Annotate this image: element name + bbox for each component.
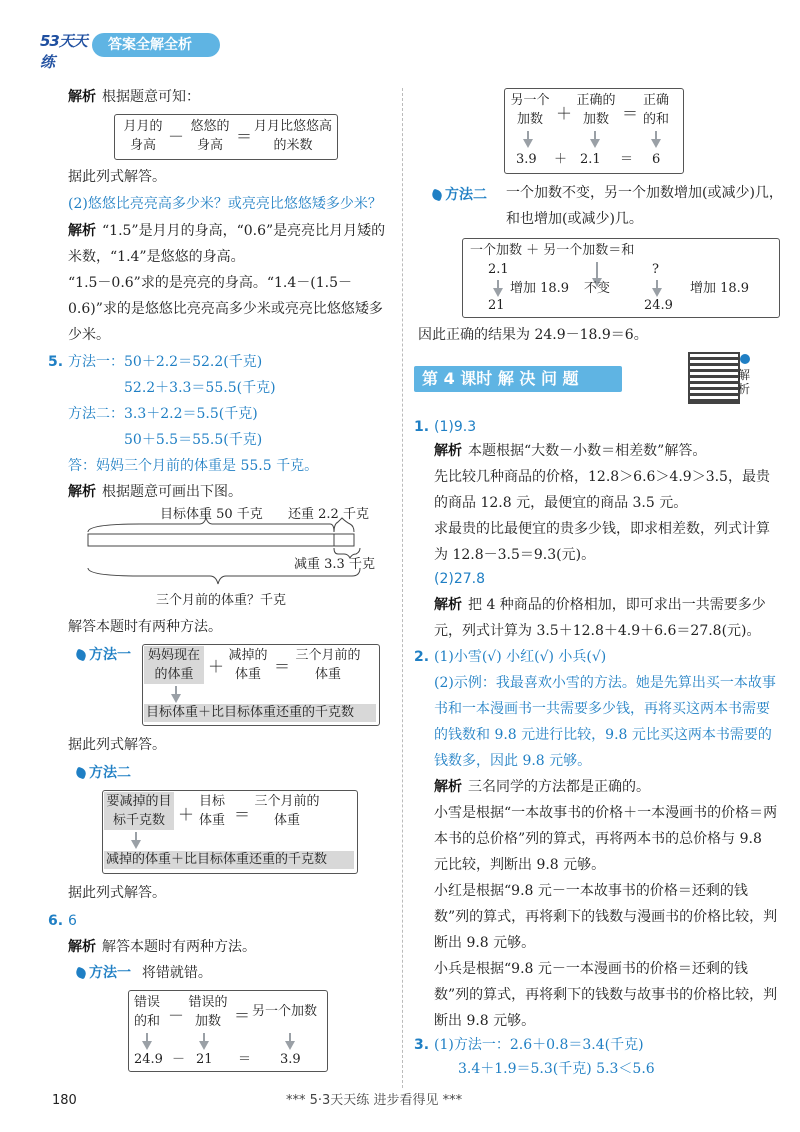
method-1-label: 方法一 [76, 644, 131, 664]
lesson-title: 第 4 课时 解 决 问 题 [422, 369, 579, 388]
pencil-icon [75, 967, 88, 980]
left-p1: 解析 根据题意可知： [68, 89, 200, 105]
q5-line1: 方法一：50＋2.2＝52.2(千克) [68, 354, 263, 370]
m2-op1: ＋ [178, 805, 195, 824]
right-m2-text: 一个加数不变，另一个加数增加(或减少)几，和也增加(或减少)几。 [506, 185, 783, 227]
qr-code-icon[interactable] [688, 352, 740, 404]
rtb-op1: ＋ [556, 104, 573, 123]
m1-op1: ＋ [208, 657, 225, 676]
pencil-icon [75, 767, 88, 780]
r-q3-line1: (1)方法一：2.6＋0.8＝3.4(千克) [434, 1037, 644, 1053]
r-q2-answer-1: (1)小雪(√) 小红(√) 小兵(√) [434, 649, 607, 665]
right-method-2-label: 方法二 [432, 184, 487, 204]
r-q1-answer-1: (1)9.3 [434, 419, 477, 435]
r-q1-exp1c: 求最贵的比最便宜的贵多少钱，即求相差数，列式计算为 12.8－3.5＝9.3(元)。 [434, 521, 770, 563]
left-p3: 解析 “1.5”是月月的身高，“0.6”是亮亮比月月矮的米数，“1.4”是悠悠的身高。 [68, 223, 386, 265]
m1-arrow-line [175, 686, 177, 694]
q6-answer: 6 [68, 913, 77, 929]
r-q2-exp3: 小红是根据“9.8 元－一本故事书的价格＝还剩的钱数”列的算式，再将剩下的钱数与漫画书的价格比较，判断出 9.8 元够。 [434, 883, 778, 951]
left-p8: 据此列式解答。 [68, 885, 166, 901]
rtb-arrow-line-2 [594, 131, 596, 139]
page-number: 180 [52, 1093, 77, 1108]
m2-c: 三个月前的体重 [254, 794, 320, 828]
left-p7: 据此列式解答。 [68, 737, 166, 753]
rtb-arrow-line-3 [655, 131, 657, 139]
rtb-v4: ＝ [620, 152, 634, 167]
rm2-c1-bottom: 21 [488, 298, 505, 313]
rtb-v5: 6 [652, 152, 661, 167]
m3-v1: 24.9 [134, 1052, 163, 1067]
rtb-b: 正确的加数 [576, 93, 616, 127]
m3-down-arrow-icon-2 [199, 1041, 209, 1050]
rtb-v3: 2.1 [580, 152, 601, 167]
m1-b: 减掉的体重 [228, 648, 268, 682]
m1-down-arrow-icon [171, 694, 181, 703]
rm2-c3-label: 增加 18.9 [690, 281, 750, 296]
m2-b: 目标体重 [198, 794, 225, 828]
m1-bottom: 目标体重＋比目标体重还重的千克数 [146, 705, 355, 720]
qr-play-icon [740, 354, 750, 364]
rm2-header: 一个加数 ＋ 另一个加数＝和 [470, 243, 635, 258]
r-question-2-number: 2. [414, 649, 430, 665]
question-5-number: 5. [48, 354, 64, 370]
header-title: 答案全解全析 [108, 37, 192, 53]
rtb-down-arrow-icon-2 [590, 139, 600, 148]
rm2-c1-label: 增加 18.9 [510, 281, 570, 296]
rtb-op2: ＝ [622, 104, 639, 123]
rtb-a: 另一个加数 [510, 93, 550, 127]
question-6-number: 6. [48, 913, 64, 929]
m3-b: 错误的加数 [188, 995, 228, 1029]
rtb-down-arrow-icon-1 [523, 139, 533, 148]
right-p1: 因此正确的结果为 24.9－18.9＝6。 [418, 327, 648, 343]
q5-answer: 答：妈妈三个月前的体重是 55.5 千克。 [68, 458, 319, 474]
m3-v2: － [172, 1052, 186, 1067]
r-q3-line2: 3.4＋1.9＝5.3(千克) 5.3＜5.6 [458, 1061, 655, 1077]
m2-down-arrow-icon [131, 840, 141, 849]
rtb-arrow-line-1 [527, 131, 529, 139]
left-p2: 据此列式解答。 [68, 169, 166, 185]
qr-label: 解析 [738, 368, 751, 396]
logo-text: 53天天练 [40, 32, 87, 71]
m2-bottom: 减掉的体重＋比目标体重还重的千克数 [106, 852, 328, 867]
r-q2-exp4: 小兵是根据“9.8 元－一本漫画书的价格＝还剩的钱数”列的算式，再将剩下的钱数与故事书的价格比较，判断出 9.8 元够。 [434, 961, 778, 1029]
m3-c: 另一个加数 [252, 1004, 318, 1019]
left-p4: “1.5－0.6”求的是亮亮的身高。“1.4－(1.5－0.6)”求的是悠悠比亮亮高多少米或亮亮比悠悠矮多少米。 [68, 275, 383, 343]
q5-line2: 52.2＋3.3＝55.5(千克) [124, 380, 276, 396]
rtb-v1: 3.9 [516, 152, 537, 167]
m3-down-arrow-icon-1 [142, 1041, 152, 1050]
left-p6: 解答本题时有两种方法。 [68, 619, 222, 635]
diagram-total-label: 三个月前的体重？千克 [156, 593, 287, 608]
m3-down-arrow-icon-3 [285, 1041, 295, 1050]
rtb-v2: ＋ [554, 152, 568, 167]
r-q2-answer-2: (2)示例：我最喜欢小雪的方法。她是先算出买一本故事书和一本漫画书一共需要多少钱，再将买这两本书需要的钱数和 9.8 元进行比较，9.8 元比买这两本书需要的钱数多，因此 9.8 元够。 [434, 675, 776, 769]
m3-op2: ＝ [234, 1006, 251, 1025]
r-q1-exp1b: 先比较几种商品的价格，12.8＞6.6＞4.9＞3.5，最贵的商品 12.8 元，最便宜的商品 3.5 元。 [434, 469, 770, 511]
rm2-c3-bottom: 24.9 [644, 298, 673, 313]
diagram-target-label: 目标体重 50 千克 [160, 507, 263, 522]
m3-v3: 21 [196, 1052, 213, 1067]
r-question-1-number: 1. [414, 419, 430, 435]
rm2-arrow-line-2 [596, 262, 598, 278]
m3-arrow-line-2 [203, 1033, 205, 1041]
r-q1-exp1: 解析 本题根据“大数－小数＝相差数”解答。 [434, 443, 707, 459]
rm2-c1-top: 2.1 [488, 262, 509, 277]
method-2-label: 方法二 [76, 762, 131, 782]
m3-v4: ＝ [238, 1052, 252, 1067]
m1-a: 妈妈现在的体重 [147, 648, 200, 682]
diagram-lost-label: 减重 3.3 千克 [294, 557, 375, 572]
footer-slogan: *** 5·3天天练 进步看得见 *** [286, 1093, 463, 1108]
r-q2-exp: 解析 三名同学的方法都是正确的。 [434, 779, 650, 795]
r-q2-exp2: 小雪是根据“一本故事书的价格＋一本漫画书的价格＝两本书的总价格”列的算式，再将两本书的总价格与 9.8 元比较，判断出 9.8 元够。 [434, 805, 778, 873]
m3-v5: 3.9 [280, 1052, 301, 1067]
box1-a: 月月的身高 [123, 119, 163, 153]
q5-line4: 50＋5.5＝55.5(千克) [124, 432, 263, 448]
diagram-remain-label: 还重 2.2 千克 [288, 507, 369, 522]
r-q1-exp2: 解析 把 4 种商品的价格相加，即可求出一共需要多少元，列式计算为 3.5＋12.8＋4.9＋6.6＝27.8(元)。 [434, 597, 766, 639]
m2-arrow-line [135, 832, 137, 840]
m2-a: 要减掉的目标千克数 [106, 794, 172, 828]
m1-c: 三个月前的体重 [295, 648, 361, 682]
m1-op2: ＝ [274, 657, 291, 676]
rm2-arrow-line-1 [497, 280, 499, 288]
rtb-c: 正确的和 [642, 93, 669, 127]
box1-c: 月月比悠悠高的米数 [254, 119, 333, 153]
logo [40, 26, 92, 71]
m3-op1: － [168, 1006, 185, 1025]
r-q1-answer-2: (2)27.8 [434, 571, 486, 587]
column-divider [402, 88, 403, 1088]
r-question-3-number: 3. [414, 1037, 430, 1053]
method-1b-label: 方法一 将错就错。 [76, 962, 212, 982]
m3-arrow-line-3 [289, 1033, 291, 1041]
question-2-2: (2)悠悠比亮亮高多少米？或亮亮比悠悠矮多少米？ [68, 196, 382, 212]
q5-line3: 方法二：3.3＋2.2＝5.5(千克) [68, 406, 258, 422]
rm2-c2-label: 不变 [584, 281, 611, 296]
box1-op1: － [168, 127, 185, 146]
rm2-c3-top: ? [652, 262, 659, 277]
analysis-keyword: 解析 [68, 89, 96, 105]
left-p5: 解析 根据题意可画出下图。 [68, 484, 242, 500]
m3-a: 错误的和 [133, 995, 160, 1029]
pencil-icon [431, 189, 444, 202]
box1-op2: ＝ [236, 127, 253, 146]
rm2-arrow-line-3 [656, 280, 658, 288]
m3-text: 将错就错。 [141, 965, 212, 981]
box1-b: 悠悠的身高 [190, 119, 230, 153]
rtb-down-arrow-icon-3 [651, 139, 661, 148]
left-p9: 解析 解答本题时有两种方法。 [68, 939, 256, 955]
m3-arrow-line-1 [146, 1033, 148, 1041]
pencil-icon [75, 649, 88, 662]
m2-op2: ＝ [234, 805, 251, 824]
